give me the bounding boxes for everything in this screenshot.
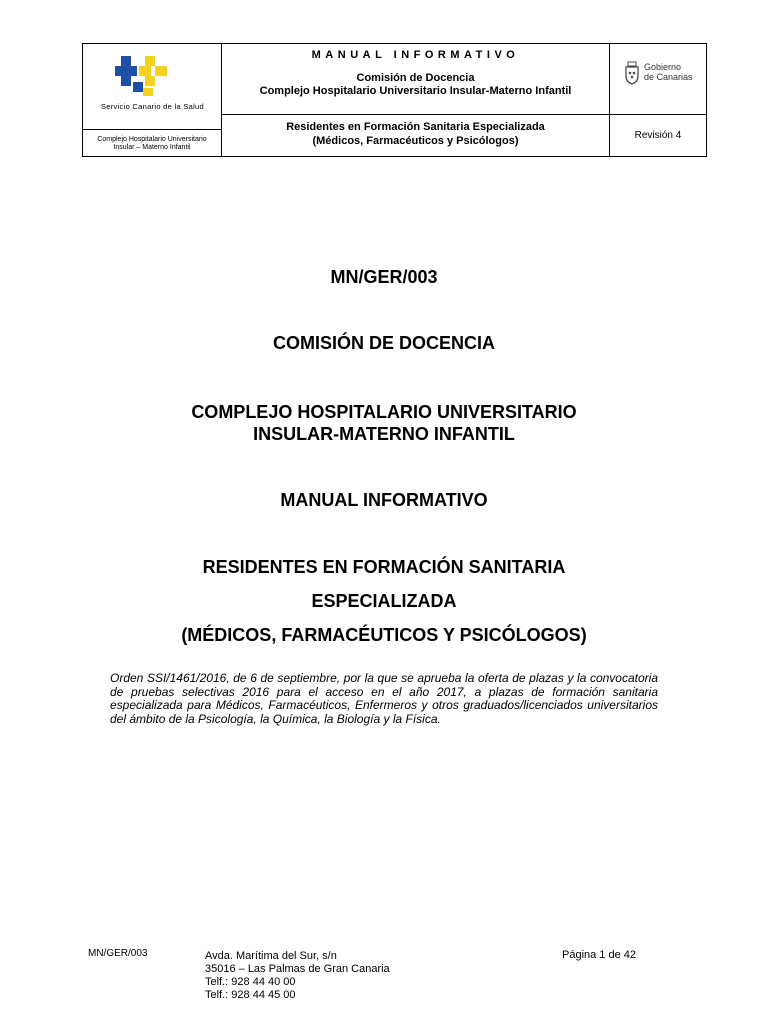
residents-title-line3: (MÉDICOS, FARMACÉUTICOS Y PSICÓLOGOS) [181,625,587,645]
document-header [82,43,707,157]
commission-title: COMISIÓN DE DOCENCIA [272,333,495,353]
document-code: MN/GER/003 [330,267,438,287]
hospital-title-line1: COMPLEJO HOSPITALARIO UNIVERSITARIO [191,402,577,422]
logo-subcaption: Complejo Hospitalario Universitario Insular – Materno Infantil [83,130,222,156]
logo-cell [83,44,222,130]
residents-title-line1: RESIDENTES EN FORMACIÓN SANITARIA [202,557,566,577]
orden-paragraph: Orden SSI/1461/2016, de 6 de septiembre, por la que se aprueba la oferta de plazas y la convocatoria de pruebas selectivas 2016 para el acceso en el año 2017, a plazas de formación sanitaria especializada para Médicos, Farmacéuticos, Enfermeros y otros graduados/licenciados universitarios del ámbito de la Psicología, la Química, la Biología y la Física. [110,671,658,726]
coat-of-arms-icon [623,61,641,85]
header-manual-title: MANUAL INFORMATIVO [311,49,520,61]
revision-cell: Revisión 4 [609,115,706,156]
residents-title-line2: ESPECIALIZADA [311,591,457,611]
header-residents-line1: Residentes en Formación Sanitaria Especializada [286,121,545,133]
gobierno-logo-cell [609,44,706,115]
footer-address: Avda. Marítima del Sur, s/n 35016 – Las Palmas de Gran Canaria Telf.: 928 44 40 00 Telf.: 928 44 45 00 [205,950,390,1001]
header-subtitle-cell [222,115,609,156]
footer-page-number: Página 1 de 42 [562,949,637,961]
header-residents-line2: (Médicos, Farmacéuticos y Psicólogos) [312,135,519,147]
header-title-cell [222,44,609,115]
servicio-canario-salud-logo [115,56,185,100]
header-commission: Comisión de Docencia Complejo Hospitalario Universitario Insular-Materno Infantil [259,72,572,97]
logo-caption: Servicio Canario de la Salud [100,102,205,111]
manual-title: MANUAL INFORMATIVO [280,490,488,510]
footer-code: MN/GER/003 [88,948,148,959]
gobierno-canarias-text: Gobierno de Canarias [644,62,693,82]
hospital-title-line2: INSULAR-MATERNO INFANTIL [253,424,515,444]
